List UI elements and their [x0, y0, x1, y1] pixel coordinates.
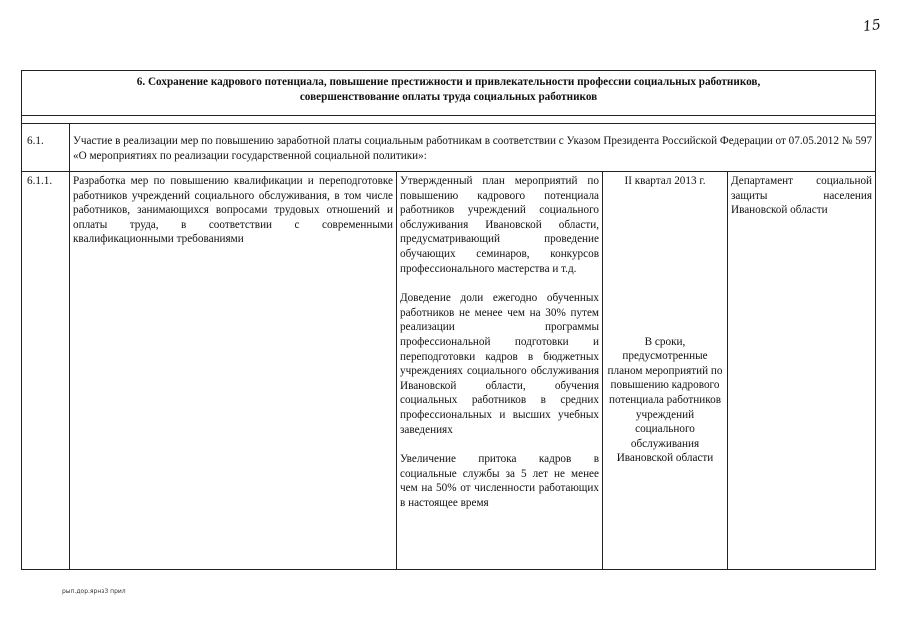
- term-2: В сроки, предусмотренные планом мероприятий по повышению кадрового потенциала работников учреждений социального обслуживания Ивановской области: [607, 335, 723, 465]
- section-title-line1: 6. Сохранение кадрового потенциала, повышение престижности и привлекательности профессии социальных работников,: [136, 76, 761, 88]
- result-cell: [397, 172, 603, 570]
- row-number: 6.1.: [22, 124, 70, 172]
- measure-cell: Разработка мер по повышению квалификации и переподготовке работников учреждений социального обслуживания, в том числе работников, занимающихся вопросами трудовых отношений и оплаты труда, в соответствии с современными квалификационными требованиями: [70, 172, 397, 570]
- result-2: Доведение доли ежегодно обученных работников не менее чем на 30% путем реализации программы профессиональной подготовки и переподготовки кадров в бюджетных учреждениях социального обслуживания Ивановской области, обучения социальных работников в средних профессиональных и высших учебных заведениях: [400, 292, 599, 436]
- result-1: Утвержденный план мероприятий по повышению кадрового потенциала работников учреждений социального обслуживания Ивановской области, предусматривающий проведение обучающих семинаров, конкурсов профессионального мастерства и т.д.: [400, 175, 599, 275]
- section-header-row: [22, 71, 876, 116]
- measures-table: [21, 70, 876, 570]
- result-3: Увеличение притока кадров в социальные службы за 5 лет не менее чем на 50% от численности работающих в настоящее время: [400, 453, 599, 509]
- responsible-cell: Департамент социальной защиты населения Ивановской области: [728, 172, 876, 570]
- section-title: [22, 71, 876, 116]
- row-number: 6.1.1.: [22, 172, 70, 570]
- table-row-6-1: [22, 124, 876, 172]
- table-row-6-1-1: [22, 172, 876, 570]
- term-cell: [603, 172, 728, 570]
- footer-note: рып.дор.ярнз3 прил: [62, 588, 126, 595]
- gap-row: [22, 116, 876, 124]
- page-number: 15: [862, 16, 883, 36]
- row-text: Участие в реализации мер по повышению заработной платы социальным работникам в соответствии с Указом Президента Российской Федерации от 07.05.2012 № 597 «О мероприятиях по реализации государственной социальной политики»:: [70, 124, 876, 172]
- term-1: II квартал 2013 г.: [624, 175, 706, 187]
- section-title-line2: совершенствование оплаты труда социальных работников: [299, 90, 598, 103]
